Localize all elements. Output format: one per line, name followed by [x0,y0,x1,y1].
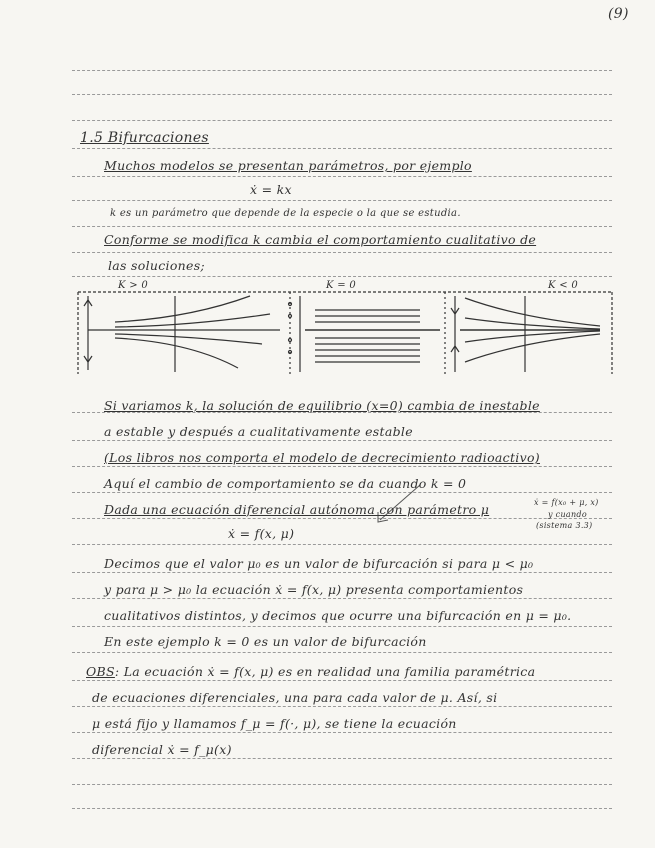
side-note-1: ẋ = f(x₀ + μ, x) [534,498,599,507]
text-line-10: Decimos que el valor μ₀ es un valor de bifurcación si para μ < μ₀ [104,556,534,571]
text-line-13: En este ejemplo k = 0 es un valor de bifurcación [104,634,427,649]
panel-label-k-zero: K = 0 [326,280,357,291]
text-line-12: cualitativos distintos, y decimos que ocurre una bifurcación en μ = μ₀. [104,608,572,623]
obs-label: OBS [86,664,115,679]
text-line-4: las soluciones; [108,258,205,273]
text-line-5: Si variamos k, la solución de equilibrio (x=0) cambia de inestable [104,398,540,413]
text-line-1: Muchos modelos se presentan parámetros, por ejemplo [104,158,472,173]
section-title: 1.5 Bifurcaciones [80,130,209,146]
text-line-2: k es un parámetro que depende de la especie o la que se estudia. [110,208,461,219]
text-line-14: : La ecuación ẋ = f(x, μ) es en realidad una familia paramétrica [114,664,536,679]
equation-1: ẋ = kx [250,182,292,197]
side-note-3: (sistema 3.3) [536,521,593,530]
text-line-7: (Los libros nos comporta el modelo de decrecimiento radioactivo) [104,450,540,465]
text-line-17: diferencial ẋ = f_μ(x) [92,742,232,757]
obs-line [86,664,535,679]
text-line-16: μ está fijo y llamamos f_μ = f(·, μ), se tiene la ecuación [92,716,457,731]
text-line-11: y para μ > μ₀ la ecuación ẋ = f(x, μ) presenta comportamientos [104,582,524,597]
text-line-3: Conforme se modifica k cambia el comportamiento cualitativo de [104,232,537,247]
text-line-8: Aquí el cambio de comportamiento se da cuando k = 0 [104,476,467,491]
side-note-2: y cuando [548,510,587,519]
text-line-6: a estable y después a cualitativamente estable [104,424,413,439]
page-number: (9) [608,6,629,22]
text-line-15: de ecuaciones diferenciales, una para cada valor de μ. Así, si [92,690,498,705]
equation-2: ẋ = f(x, μ) [228,526,295,541]
panel-label-k-positive: K > 0 [118,280,149,291]
panel-label-k-negative: K < 0 [548,280,579,291]
text-line-9: Dada una ecuación diferencial autónoma con parámetro μ [104,502,490,517]
